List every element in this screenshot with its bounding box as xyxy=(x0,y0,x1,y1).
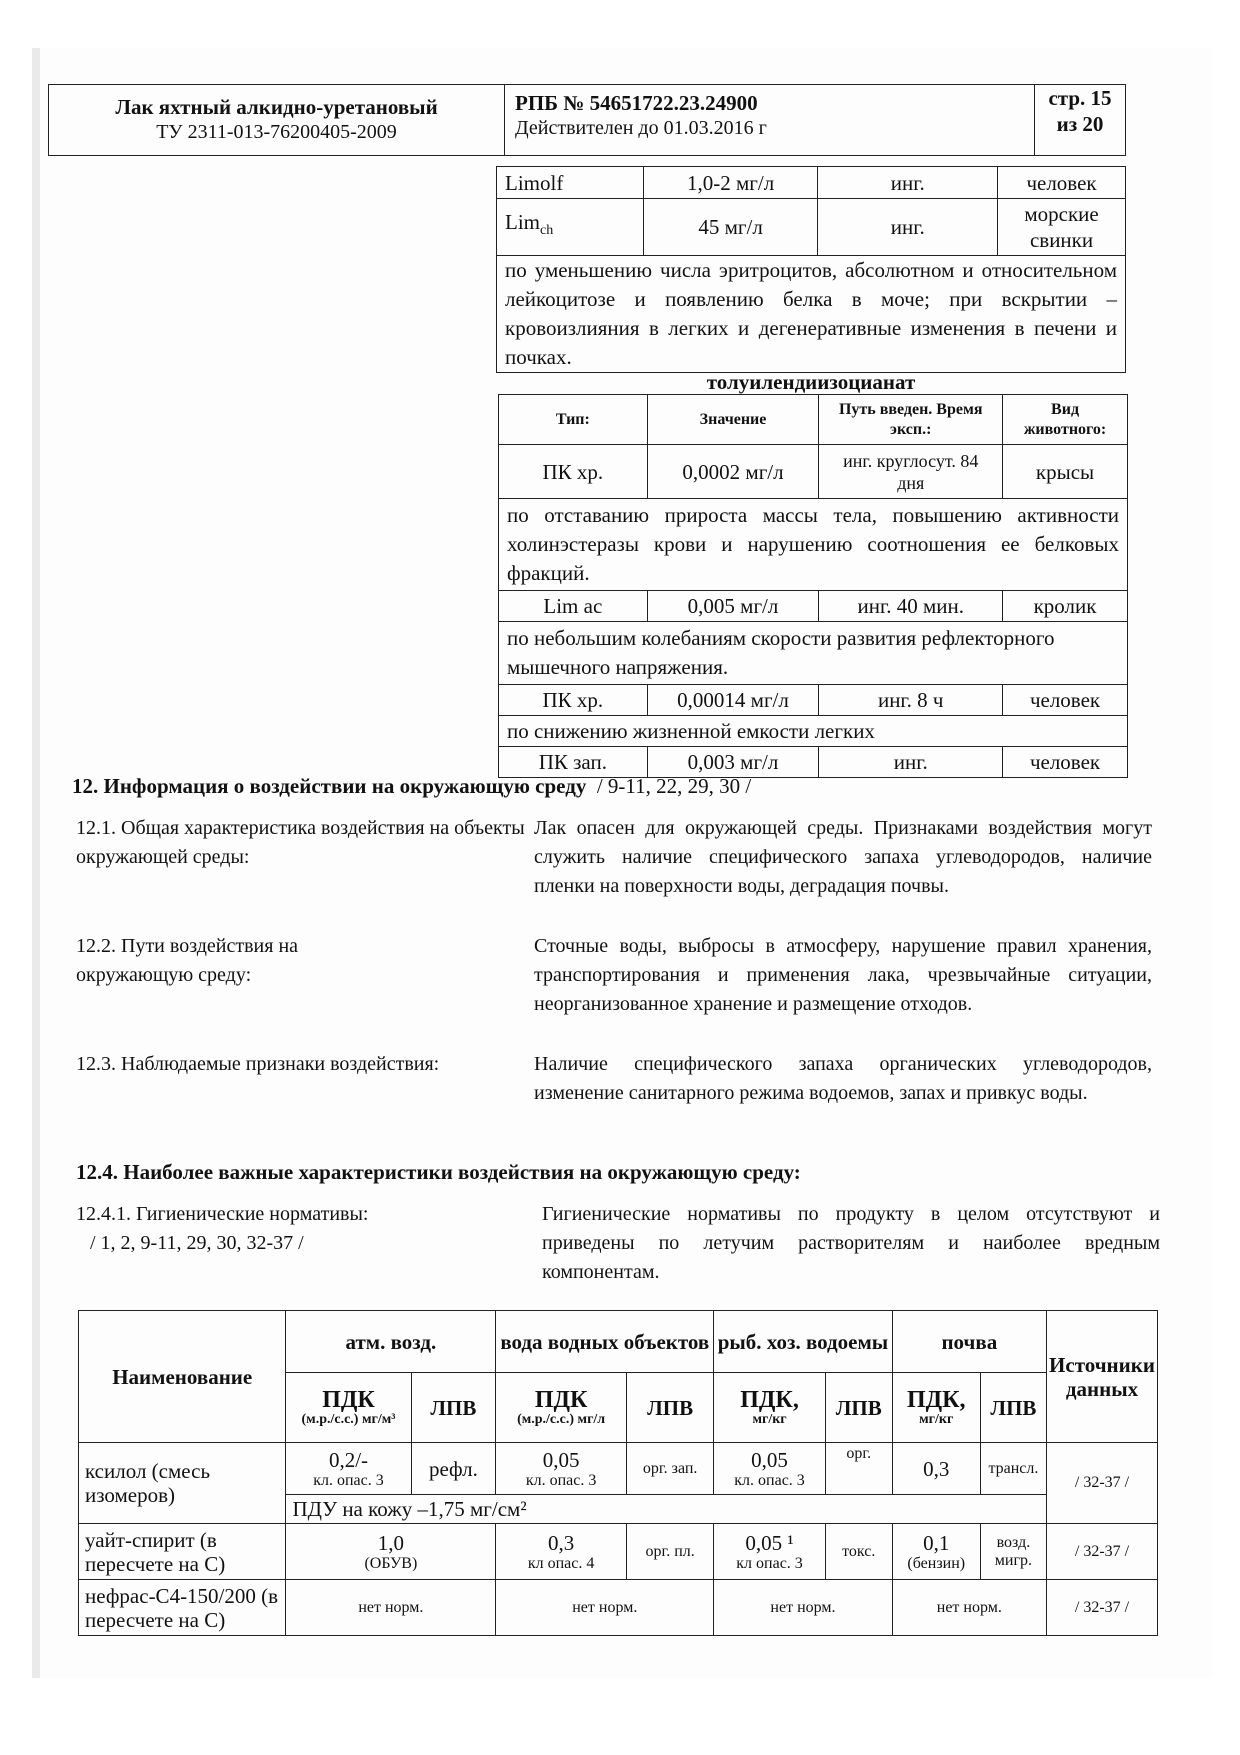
header-name: Наименование xyxy=(79,1311,286,1443)
pdk-label: ПДК xyxy=(534,1387,588,1413)
tu-number: ТУ 2311-013-76200405-2009 xyxy=(156,121,397,143)
header-water-pdk xyxy=(496,1373,627,1443)
item-text: Лак опасен для окружающей среды. Признаками воздействия могут служить наличие специфического запаха углеводородов, наличие пленки на поверхности воды, деградация почвы. xyxy=(534,817,1152,897)
item-text: Сточные воды, выбросы в атмосферу, нарушение правил хранения, транспортирования и применения лака, чрезвычайные ситуации, неорганизованное хранение и размещение отходов. xyxy=(534,935,1152,1015)
cell-species: морские свинки xyxy=(998,199,1126,256)
cell-air-lpv: рефл. xyxy=(411,1443,496,1495)
header-route: Путь введен. Время эксп.: xyxy=(819,395,1003,445)
cell-note: по уменьшению числа эритроцитов, абсолютном и относительном лейкоцитозе и появлению белка в моче; при вскрытии – кровоизлияния в легких и дегенеративные изменения в печени и почках. xyxy=(497,256,1126,373)
cell-source: / 32-37 / xyxy=(1047,1580,1158,1636)
pdk-label: ПДК, xyxy=(740,1387,799,1413)
cell-route: инг. круглосут. 84 дня xyxy=(819,445,1003,499)
note: (ОБУВ) xyxy=(364,1554,418,1572)
cell-fish-pdk xyxy=(714,1524,826,1580)
header-product xyxy=(49,85,505,155)
header-sources: Источники данных xyxy=(1047,1311,1158,1443)
note: (бензин) xyxy=(907,1554,966,1572)
cell-water: нет норм. xyxy=(496,1580,714,1636)
cell-soil-pdk: 0,3 xyxy=(892,1443,980,1495)
cell-route: инг. xyxy=(819,747,1003,778)
header-soil: почва xyxy=(892,1311,1046,1373)
cell-value: 45 мг/л xyxy=(643,199,818,256)
item-12-3 xyxy=(76,1050,1152,1108)
cell-air-pdk xyxy=(286,1524,496,1580)
item-label: 12.1. Общая характеристика воздействия на объекты окружающей среды: xyxy=(76,817,525,868)
item-12-1 xyxy=(76,814,1152,901)
value: 0,2/- xyxy=(328,1447,369,1472)
cell-species: крысы xyxy=(1003,445,1128,499)
product-title: Лак яхтный алкидно-уретановый xyxy=(115,95,438,119)
value: 0,3 xyxy=(547,1530,575,1555)
header-air-lpv: ЛПВ xyxy=(411,1373,496,1443)
section-12-heading xyxy=(72,774,751,799)
type-main: Lim xyxy=(505,210,540,235)
cell-fish: нет норм. xyxy=(714,1580,892,1636)
item-label: 12.3. Наблюдаемые признаки воздействия: xyxy=(76,1053,440,1075)
cell-value: 0,003 мг/л xyxy=(647,747,819,778)
cell-route: инг. 8 ч xyxy=(819,685,1003,716)
rpb-number: РПБ № 54651722.23.24900 xyxy=(515,91,758,115)
cell-water-pdk xyxy=(496,1524,627,1580)
table-row xyxy=(79,1443,1158,1495)
table-row xyxy=(499,685,1128,716)
label-text: 12.4.1. Гигиенические нормативы: xyxy=(76,1203,369,1225)
item-12-2 xyxy=(76,932,1152,1019)
item-text: Наличие специфического запаха органических углеводородов, изменение санитарного режима водоемов, запах и привкус воды. xyxy=(534,1053,1152,1104)
page-total: из 20 xyxy=(1056,112,1104,136)
cell-value: 1,0-2 мг/л xyxy=(643,167,818,199)
cell-species: кролик xyxy=(1003,591,1128,622)
page-number xyxy=(1035,85,1125,155)
header-species: Вид животного: xyxy=(1003,395,1128,445)
tox-table-2 xyxy=(498,394,1128,778)
table-row xyxy=(497,199,1126,256)
cell-species: человек xyxy=(1003,685,1128,716)
cell-type xyxy=(497,199,644,256)
item-label: 12.2. Пути воздействия на окружающую среду: xyxy=(76,935,299,986)
note: кл. опас. 3 xyxy=(525,1471,597,1489)
cell-species: человек xyxy=(998,167,1126,199)
note: кл опас. 3 xyxy=(736,1554,803,1572)
header-water: вода водных объектов xyxy=(496,1311,714,1373)
cell-name: ксилол (смесь изомеров) xyxy=(79,1443,286,1524)
cell-fish-lpv: токс. xyxy=(825,1524,892,1580)
env-norms-table xyxy=(78,1310,1158,1636)
cell-fish-pdk xyxy=(714,1443,826,1495)
cell-type: Lim ac xyxy=(499,591,648,622)
cell-source: / 32-37 / xyxy=(1047,1524,1158,1580)
value: 0,05 xyxy=(542,1447,580,1472)
value: 0,05 xyxy=(751,1447,788,1472)
cell-soil: нет норм. xyxy=(892,1580,1046,1636)
header-soil-pdk xyxy=(892,1373,980,1443)
cell-type: ПК хр. xyxy=(499,445,648,499)
units-label: мг/кг xyxy=(752,1412,787,1427)
item-text: Гигиенические нормативы по продукту в целом отсутствуют и приведены по летучим растворителям и наиболее вредным компонентам. xyxy=(542,1203,1160,1283)
table-row xyxy=(499,445,1128,499)
note: кл. опас. 3 xyxy=(734,1471,805,1489)
cell-value: 0,00014 мг/л xyxy=(647,685,819,716)
section-refs: / 9-11, 22, 29, 30 / xyxy=(596,774,752,798)
cell-water-lpv: орг. зап. xyxy=(626,1443,713,1495)
cell-route: инг. xyxy=(818,199,998,256)
type-subscript: ch xyxy=(540,223,554,239)
table-note-row xyxy=(499,622,1128,685)
header-air-pdk xyxy=(286,1373,411,1443)
header-soil-lpv: ЛПВ xyxy=(980,1373,1046,1443)
value: 1,0 xyxy=(377,1530,404,1555)
cell-name: уайт-спирит (в пересчете на С) xyxy=(79,1524,286,1580)
label-refs: / 1, 2, 9-11, 29, 30, 32-37 / xyxy=(90,1232,304,1254)
cell-type: Limolf xyxy=(497,167,644,199)
cell-water-lpv: орг. пл. xyxy=(626,1524,713,1580)
table-row xyxy=(79,1580,1158,1636)
cell-note: по отставанию прироста массы тела, повышению активности холинэстеразы крови и нарушению соотношения ее белковых фракций. xyxy=(499,499,1128,591)
cell-soil-pdk xyxy=(892,1524,980,1580)
cell-species: человек xyxy=(1003,747,1128,778)
item-12-4-1 xyxy=(76,1200,1160,1287)
header-rpb xyxy=(505,85,1035,155)
header-type: Тип: xyxy=(499,395,648,445)
header-fish-lpv: ЛПВ xyxy=(825,1373,892,1443)
cell-type: ПК хр. xyxy=(499,685,648,716)
cell-air-pdk xyxy=(286,1443,411,1495)
note: кл опас. 4 xyxy=(527,1554,595,1572)
cell-route: инг. xyxy=(818,167,998,199)
header-air: атм. возд. xyxy=(286,1311,496,1373)
units-label: (м.р./с.с.) мг/м³ xyxy=(301,1412,396,1427)
valid-until: Действителен до 01.03.2016 г xyxy=(515,117,767,139)
table-header-row xyxy=(79,1311,1158,1373)
header-fish: рыб. хоз. водоемы xyxy=(714,1311,892,1373)
cell-note: по снижению жизненной емкости легких xyxy=(499,716,1128,747)
header-water-lpv: ЛПВ xyxy=(626,1373,713,1443)
value: 0,05 ¹ xyxy=(745,1530,794,1555)
table-note-row xyxy=(499,499,1128,591)
cell-soil-lpv: трансл. xyxy=(980,1443,1046,1495)
cell-source: / 32-37 / xyxy=(1047,1443,1158,1524)
cell-value: 0,005 мг/л xyxy=(647,591,819,622)
pdk-label: ПДК xyxy=(322,1387,375,1413)
header-fish-pdk xyxy=(714,1373,826,1443)
cell-route: инг. 40 мин. xyxy=(819,591,1003,622)
table-note-row xyxy=(499,716,1128,747)
cell-value: 0,0002 мг/л xyxy=(647,445,819,499)
cell-soil-lpv: возд. мигр. xyxy=(980,1524,1046,1580)
units-label: мг/кг xyxy=(919,1412,954,1427)
cell-air: нет норм. xyxy=(286,1580,496,1636)
page-current: стр. 15 xyxy=(1048,86,1112,110)
cell-type: ПК зап. xyxy=(499,747,648,778)
units-label: (м.р./с.с.) мг/л xyxy=(517,1412,606,1427)
cell-name: нефрас-С4-150/200 (в пересчете на С) xyxy=(79,1580,286,1636)
table-row xyxy=(499,591,1128,622)
section-12-4-heading: 12.4. Наиболее важные характеристики воздействия на окружающую среду: xyxy=(76,1160,801,1184)
substance-title: толуилендиизоцианат xyxy=(706,370,916,394)
cell-fish-lpv: орг. xyxy=(825,1443,892,1495)
section-title: 12. Информация о воздействии на окружающую среду xyxy=(72,774,587,798)
tox-table-1 xyxy=(496,166,1126,373)
table-row xyxy=(499,747,1128,778)
header-value: Значение xyxy=(647,395,819,445)
document-header xyxy=(48,84,1126,156)
cell-note: по небольшим колебаниям скорости развития рефлекторного мышечного напряжения. xyxy=(499,622,1128,685)
table-note-row xyxy=(497,256,1126,373)
table-header-row xyxy=(499,395,1128,445)
value: 0,1 xyxy=(923,1530,950,1555)
cell-water-pdk xyxy=(496,1443,627,1495)
item-label xyxy=(76,1200,534,1287)
table-row xyxy=(497,167,1126,199)
table-row xyxy=(79,1524,1158,1580)
note: кл. опас. 3 xyxy=(313,1471,384,1489)
cell-extra: ПДУ на кожу –1,75 мг/см² xyxy=(286,1495,1047,1524)
pdk-label: ПДК, xyxy=(906,1387,966,1413)
